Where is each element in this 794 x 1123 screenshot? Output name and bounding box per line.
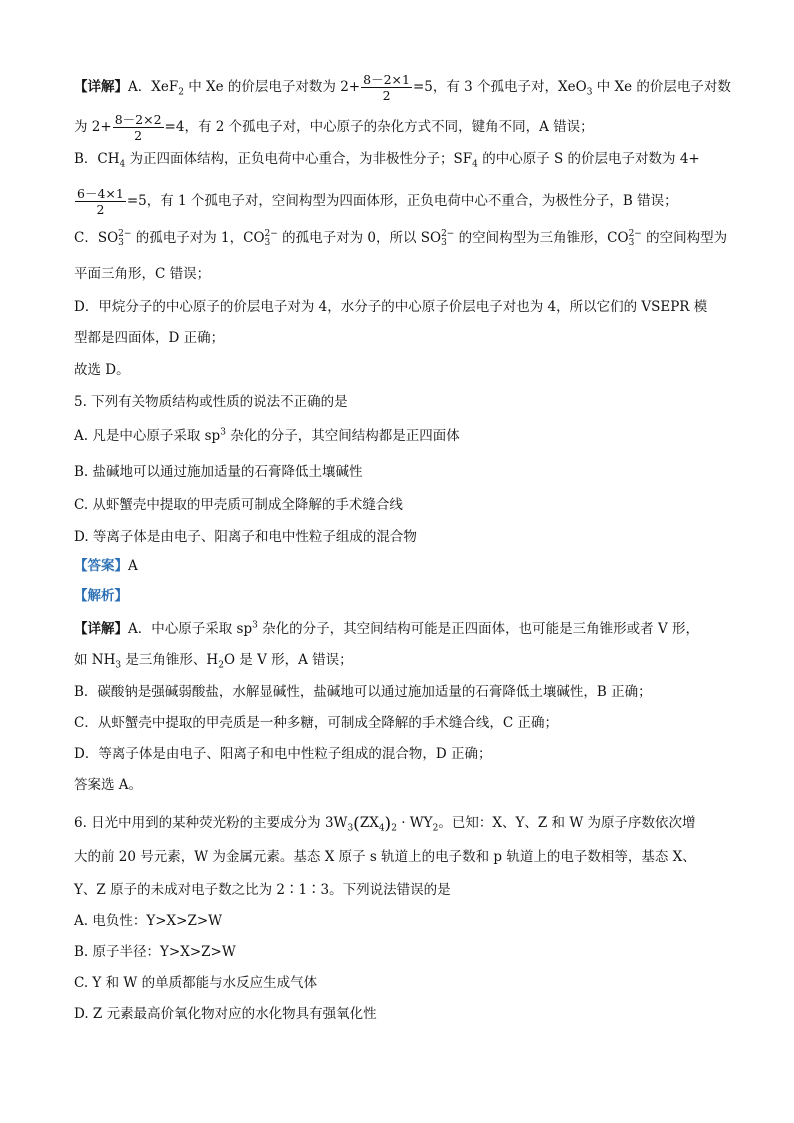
detail-line-9: 故选 D。 [74, 362, 130, 378]
answer-tag: 【答案】 [74, 558, 128, 574]
q5-stem: 5. 下列有关物质结构或性质的说法不正确的是 [74, 394, 348, 410]
fraction: $\frac{6-4\times 1}{2}$ [77, 186, 124, 217]
detail-tag: 【详解】 [74, 79, 128, 95]
detail-line-5: C．SO 2− 3 的孤电子对为 1，CO 2− 3 的孤电子对为 0，所以 SO 2− 3 的空间构型为三角锥形，CO 2− 3 的空间构型为 [74, 228, 728, 248]
q5-option-d: D. 等离子体是由电子、阳离子和电中性粒子组成的混合物 [74, 529, 417, 545]
q5-detail-line-3: B．碳酸钠是强碱弱酸盐，水解显碱性，盐碱地可以通过施加适量的石膏降低土壤碱性，B 正确； [74, 684, 652, 700]
q5-detail-line-1: 【详解】A．中心原子采取 $sp^3$ 杂化的分子，其空间结构可能是正四面体，也可能是三角锥形或者 V 形， [74, 620, 699, 637]
q5-option-b: B. 盐碱地可以通过施加适量的石膏降低土壤碱性 [74, 464, 363, 480]
detail-tag: 【详解】 [74, 621, 128, 637]
q6-option-d: D. Z 元素最高价氧化物对应的水化物具有强氧化性 [74, 1006, 377, 1022]
q5-option-c: C. 从虾蟹壳中提取的甲壳质可制成全降解的手术缝合线 [74, 497, 403, 513]
q6-option-c: C. Y 和 W 的单质都能与水反应生成气体 [74, 975, 318, 991]
fraction: $\frac{8-2\times 1}{2}$ [363, 72, 410, 103]
q5-detail-line-2: 如 $NH_3$ 是三角锥形、$H_2O$ 是 V 形，A 错误； [74, 652, 353, 671]
q5-option-a: A. 凡是中心原子采取 $sp^3$ 杂化的分子，其空间结构都是正四面体 [74, 427, 460, 444]
q5-detail-line-5: D．等离子体是由电子、阳离子和电中性粒子组成的混合物，D 正确； [74, 746, 492, 762]
detail-line-7: D．甲烷分子的中心原子的价层电子对为 4，水分子的中心原子价层电子对也为 4，所以它们的 VSEPR 模 [74, 299, 708, 315]
q6-stem-line-1: 6. 日光中用到的某种荧光粉的主要成分为 $3W_3(ZX_4)_2 \cdot WY_2$。已知：X、Y、Z 和 W 为原子序数依次增 [74, 814, 696, 834]
q6-stem-line-2: 大的前 20 号元素，W 为金属元素。基态 X 原子 s 轨道上的电子数和 p 轨道上的电子数相等，基态 X、 [74, 849, 696, 865]
q6-option-b: B. 原子半径：Y>X>Z>W [74, 944, 236, 960]
detail-line-3: B．$CH_4$ 为正四面体结构，正负电荷中心重合，为非极性分子；$SF_4$ 的中心原子 S 的价层电子对数为 4+ [74, 151, 700, 170]
q6-option-a: A. 电负性：Y>X>Z>W [74, 913, 223, 929]
q5-analysis-tag: 【解析】 [74, 588, 128, 604]
q5-answer: 【答案】A [74, 558, 138, 574]
detail-line-6: 平面三角形，C 错误； [74, 266, 211, 282]
detail-line-4: $\frac{6-4\times 1}{2}$ =5，有 1 个孤电子对，空间构型为四面体形，正负电荷中心不重合，为极性分子，B 错误； [77, 186, 678, 217]
detail-line-2: 为 2+ $\frac{8-2\times 2}{2}$ =4，有 2 个孤电子对，中心原子的杂化方式不同，键角不同，A 错误； [74, 112, 594, 143]
q5-detail-line-6: 答案选 A。 [74, 777, 143, 793]
q5-detail-line-4: C．从虾蟹壳中提取的甲壳质是一种多糖，可制成全降解的手术缝合线，C 正确； [74, 715, 558, 731]
fraction: $\frac{8-2\times 2}{2}$ [114, 112, 162, 143]
detail-line-1: 【详解】A．XeF$_2$ 中 Xe 的价层电子对数为 2+ $\frac{8-2\times 1}{2}$ =5，有 3 个孤电子对，XeO$_3$ 中 Xe 的价层电子对数 [74, 72, 731, 103]
detail-line-8: 型都是四面体，D 正确； [74, 330, 225, 346]
q6-stem-line-3: Y、Z 原子的未成对电子数之比为 2∶1∶3。下列说法错误的是 [74, 882, 451, 898]
